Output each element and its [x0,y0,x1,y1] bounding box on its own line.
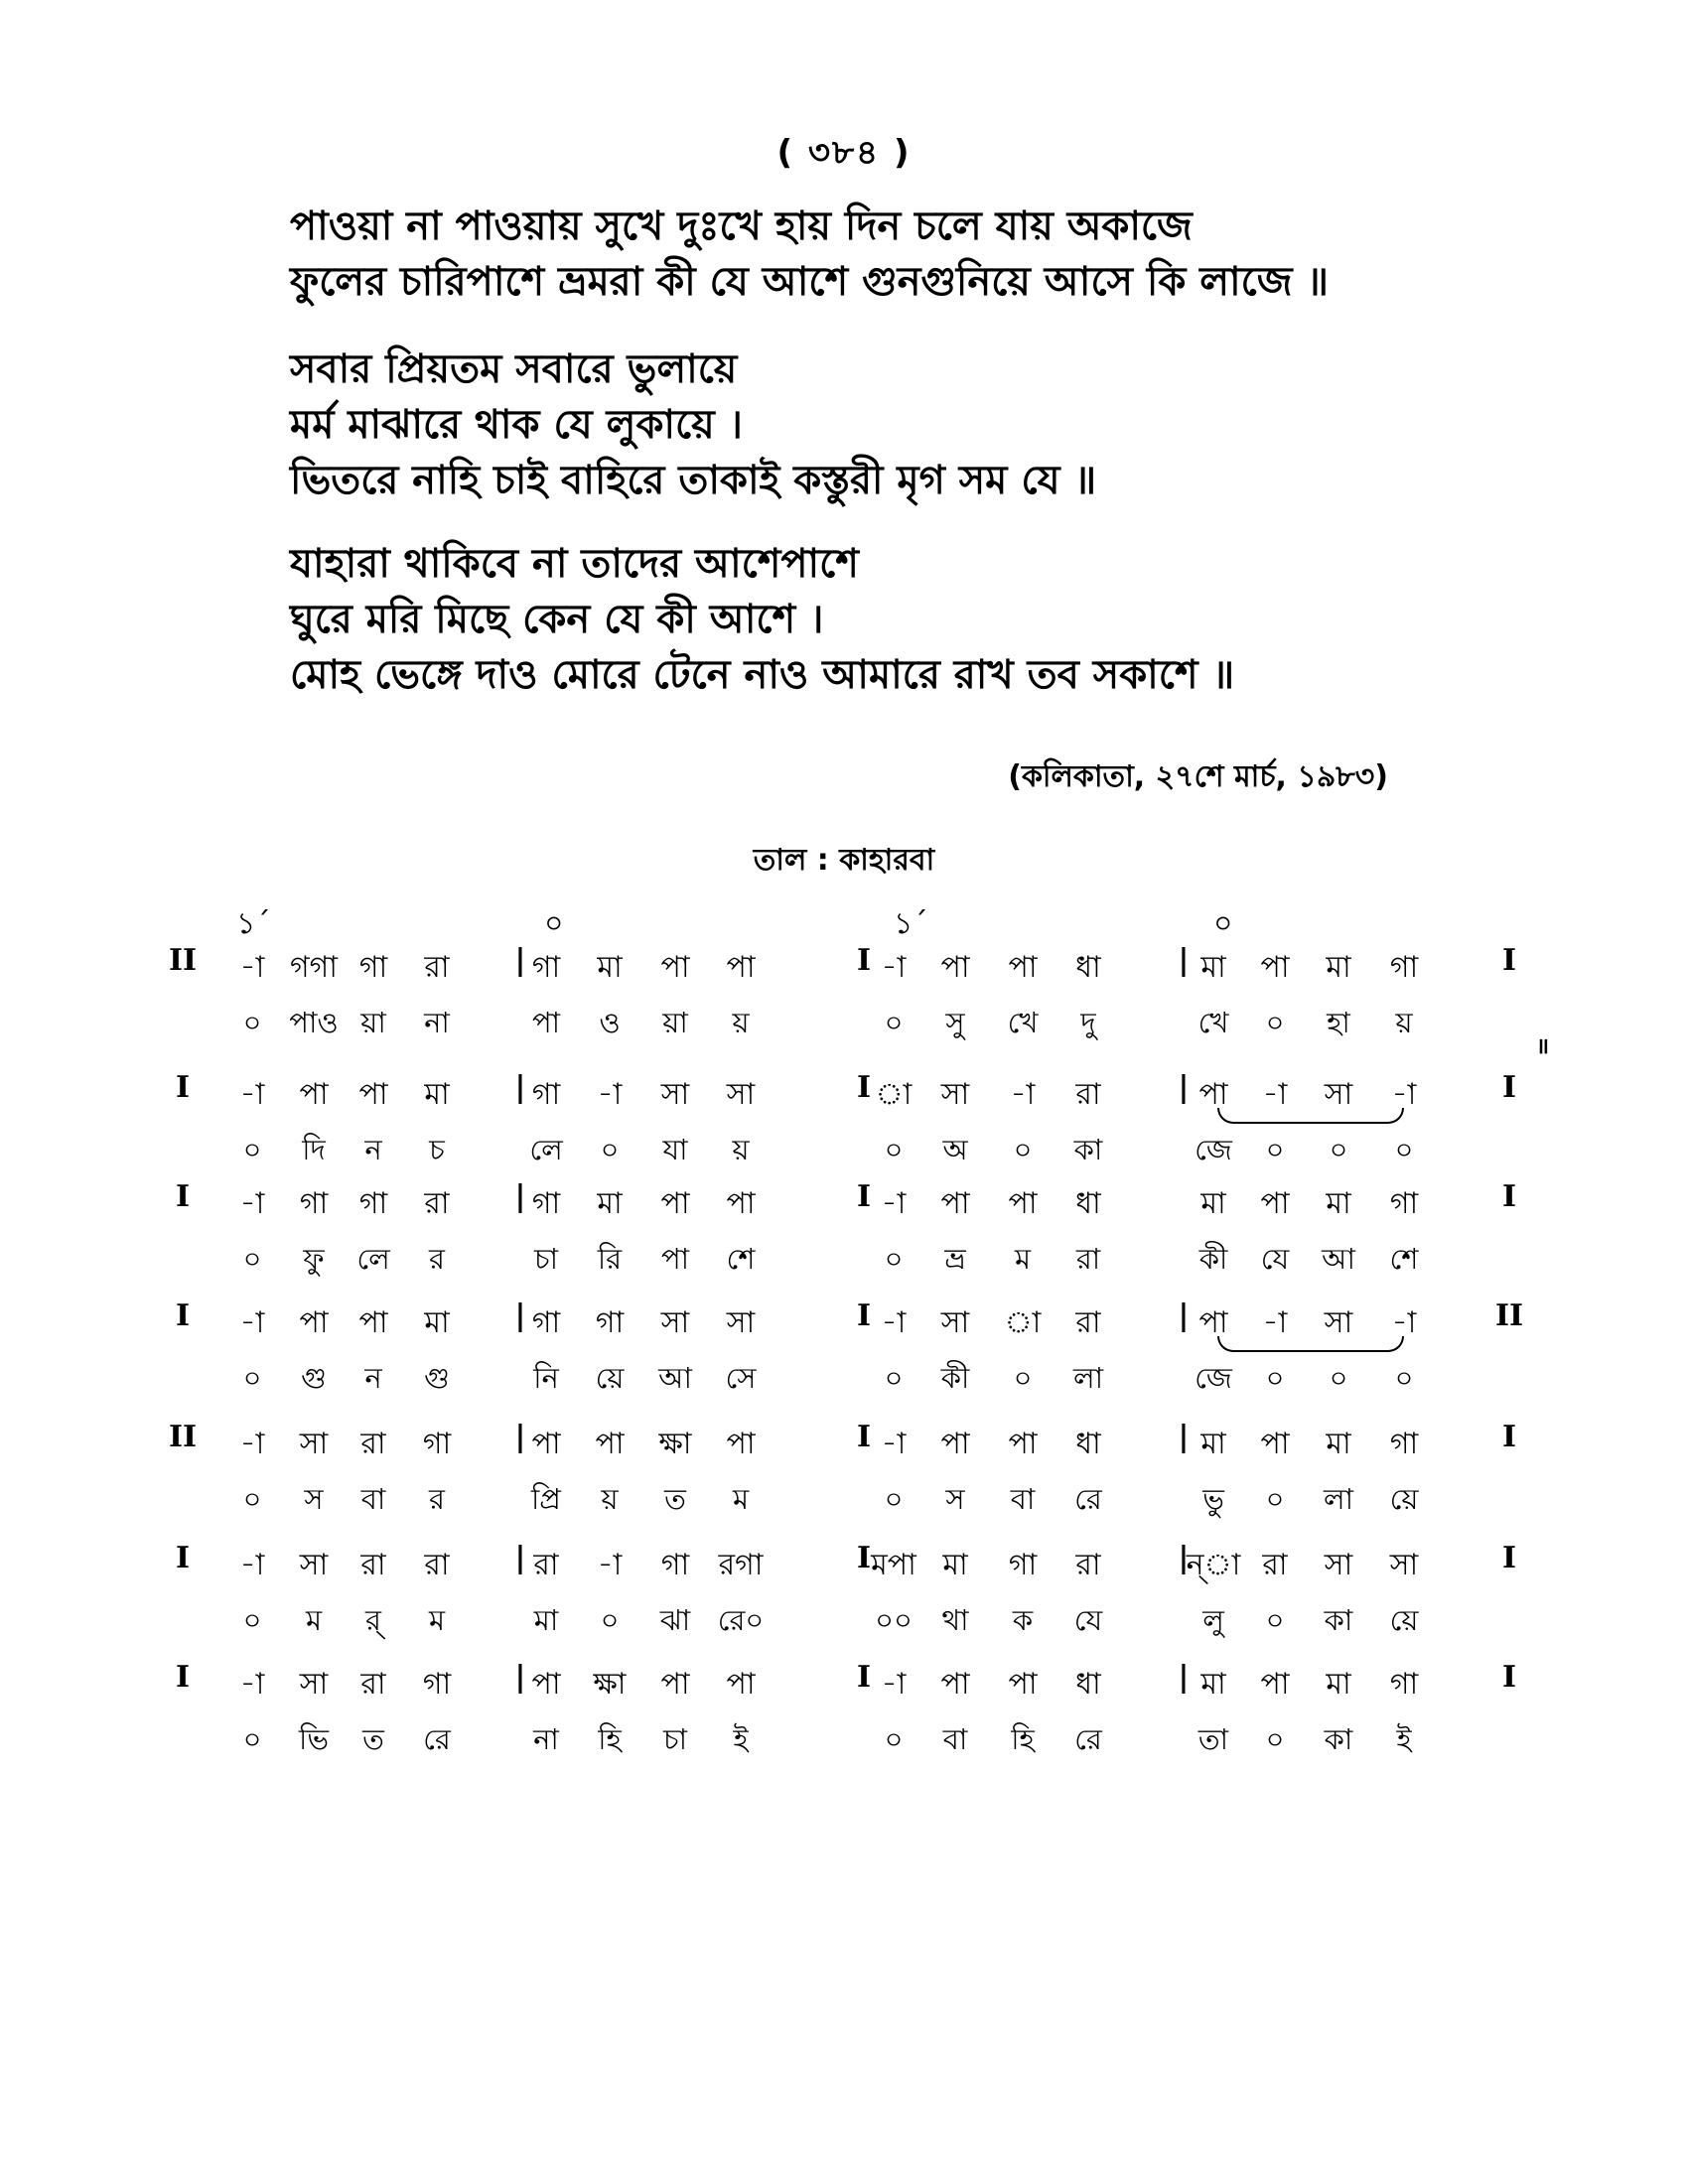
swara-note: পা [940,1667,970,1702]
swara-note: মা [942,1548,968,1582]
swara-note: মা [597,1186,623,1221]
swara-note: সা [726,1305,756,1340]
lyric-syllable-row [0,1598,1688,1642]
lyric-syllable-row [0,1477,1688,1521]
swara-note: রা [1075,1305,1101,1340]
barline: I [856,1070,872,1105]
lyric-syllable: রা [1075,1242,1101,1276]
lyric-syllable: স [304,1482,324,1516]
lyric-syllable: ক [1012,1603,1034,1637]
lyric-syllable: ০ [600,1603,620,1637]
lyric-syllable: ত [664,1482,686,1516]
swara-note: -া [1391,1077,1417,1112]
lyric-syllable: শে [726,1242,756,1276]
lyric-syllable: ০ [242,1242,262,1276]
swara-note: সা [726,1077,756,1112]
swara-note: মা [1326,1427,1351,1461]
swara-note: পা [1260,1427,1290,1461]
lyric-syllable: ভ্র [944,1242,966,1276]
lyric-syllable: ০ [1329,1361,1348,1395]
lyric-syllable: ০ [1265,1133,1285,1166]
lyric-syllable: ০ [1265,1361,1285,1395]
lyric-syllable: ০ [242,1006,262,1039]
barline: I [856,1298,872,1333]
lyric-syllable: ০ [884,1006,904,1039]
swara-note: গা [1389,1667,1419,1702]
barline: | [514,1420,526,1454]
swara-note: মা [1326,1667,1351,1702]
swara-note: ক্ষা [658,1427,692,1461]
swara-note: সা [1324,1305,1353,1340]
lyric-syllable: বা [1010,1482,1036,1516]
start-barline: II [168,1420,198,1454]
lyric-line: সবার প্রিয়তম সবারে ভুলায়ে [290,346,738,392]
lyric-syllable: ০ [1394,1361,1414,1395]
barline: I [856,1420,872,1454]
swara-note: ক্ষা [593,1667,627,1702]
barline: | [514,943,526,978]
swara-note: পা [726,1186,756,1221]
lyric-syllable: ০ [242,1361,262,1395]
swara-note: পা [358,1077,388,1112]
swara-note: -া [881,950,907,985]
swara-note: পা [940,1427,970,1461]
lyric-syllable: ০ [242,1133,262,1166]
swara-note: গা [1389,1427,1419,1461]
start-barline: I [175,1541,191,1575]
lyric-syllable: ০ [242,1722,262,1756]
swara-note: -া [239,1667,265,1702]
swara-note: -া [1391,1305,1417,1340]
swara-note: রগা [718,1548,764,1582]
lyric-syllable: কা [1324,1722,1353,1756]
page-number: ( ৩৮৪ ) [776,133,912,173]
swara-note: সা [940,1077,970,1112]
lyric-syllable: ম [732,1482,750,1516]
swara-note: রা [360,1427,386,1461]
lyric-syllable: ০ [1329,1133,1348,1166]
lyric-syllable: ০ [884,1133,904,1166]
stanza-1 [290,199,1329,310]
lyric-syllable: যে [1260,1242,1290,1276]
swara-note: পা [299,1077,329,1112]
swara-note: -া [881,1186,907,1221]
lyric-syllable: যে [1073,1603,1103,1637]
swara-note: পা [1008,1427,1038,1461]
end-barline: I [1501,1179,1517,1214]
beat-marker: ১´ [894,906,928,941]
lyric-syllable: না [424,1006,450,1039]
lyric-syllable: ম [305,1603,323,1637]
swara-note: সা [940,1305,970,1340]
swara-note: ধা [1075,950,1101,985]
lyric-syllable: রে [1074,1722,1102,1756]
lyric-syllable: য়ে [595,1361,625,1395]
swara-note: -া [239,950,265,985]
lyric-syllable: কী [1198,1242,1228,1276]
swara-note: ন্া [1186,1548,1241,1582]
barline: I [856,1541,872,1575]
lyric-syllable: ০ [884,1722,904,1756]
lyric-syllable: স [945,1482,965,1516]
start-barline: II [168,943,198,978]
lyric-line: ভিতরে নাহি চাই বাহিরে তাকাই কস্তুরী মৃগ সম যে ॥ [290,458,1097,503]
lyric-syllable: য় [732,1006,750,1039]
barline: I [856,943,872,978]
swara-note: সা [1389,1548,1419,1582]
lyric-syllable: রে [1074,1482,1102,1516]
lyric-syllable: সু [945,1006,965,1039]
swara-note: মা [1200,950,1226,985]
lyric-syllable: পা [531,1006,561,1039]
end-barline: I [1501,1420,1517,1454]
lyric-syllable: যা [662,1133,688,1166]
swara-note: সা [660,1077,690,1112]
lyric-syllable: গু [424,1361,450,1395]
swara-note: রা [533,1548,559,1582]
swara-note: পা [1008,1667,1038,1702]
lyric-syllable: না [533,1722,559,1756]
swara-note: মা [1200,1667,1226,1702]
swara-note: -া [239,1548,265,1582]
lyric-syllable: ফু [303,1242,325,1276]
swara-row [0,1660,1688,1704]
swara-note: মা [1200,1427,1226,1461]
swara-note: পা [726,1427,756,1461]
swara-row [0,1034,1688,1114]
lyric-syllable: হা [1327,1006,1350,1039]
swara-note: গা [358,950,388,985]
swara-row [0,1298,1688,1342]
lyric-syllable: ০ [1013,1133,1033,1166]
lyric-syllable-row [0,1237,1688,1281]
swara-note: গা [660,1548,690,1582]
swara-note: পা [358,1305,388,1340]
start-barline: I [175,1298,191,1333]
swara-note: সা [1324,1548,1353,1582]
lyric-syllable: অ [942,1133,968,1166]
swara-note: পা [1260,950,1290,985]
swara-note: -া [239,1427,265,1461]
swara-note: পা [940,950,970,985]
lyric-syllable: ম [1014,1242,1032,1276]
lyric-syllable: দু [1080,1006,1096,1039]
swara-note: সা [299,1548,329,1582]
dateline: (কলিকাতা, ২৭শে মার্চ, ১৯৮৩) [1008,759,1388,794]
lyric-syllable: ই [1396,1722,1412,1756]
swara-row [0,1541,1688,1584]
lyric-syllable: ন [364,1133,382,1166]
swara-note: পা [660,1667,690,1702]
swara-note: পা [1008,1186,1038,1221]
lyric-line: যাহারা থাকিবে না তাদের আশেপাশে [290,541,859,587]
lyric-syllable: ও [599,1006,621,1039]
lyric-syllable: চা [533,1242,559,1276]
swara-note: সা [299,1667,329,1702]
swara-note: -া [1262,1077,1288,1112]
swara-note: পা [531,1427,561,1461]
swara-note: রা [360,1548,386,1582]
lyric-syllable: দি [302,1133,326,1166]
end-barline: I [1501,1070,1517,1105]
lyric-syllable: প্রি [531,1482,561,1516]
start-barline: I [175,1179,191,1214]
swara-note: রা [424,950,450,985]
beat-marker: ১´ [236,906,271,941]
lyric-syllable: য় [732,1133,750,1166]
lyric-syllable: ০ [1013,1361,1033,1395]
lyric-syllable: ০ [884,1482,904,1516]
end-barline: I [1501,1541,1517,1575]
barline: | [514,1541,526,1575]
lyric-syllable: র্ [365,1603,381,1637]
lyric-syllable: আ [1322,1242,1355,1276]
swara-note: সা [660,1305,690,1340]
lyric-syllable: চ [429,1133,445,1166]
lyric-syllable: ত [362,1722,384,1756]
lyric-syllable: কা [1073,1133,1103,1166]
swara-note: পা [299,1305,329,1340]
swara-note: -া [881,1305,907,1340]
lyric-syllable: বা [942,1722,968,1756]
lyric-syllable: রে০ [717,1603,765,1637]
swara-note: া [1004,1305,1042,1340]
lyric-syllable: ০ [1265,1006,1285,1039]
swara-note: গা [422,1427,452,1461]
swara-note: গা [531,1186,561,1221]
swara-note: পা [1198,1077,1228,1112]
lyric-line: মর্ম মাঝারে থাক যে লুকায়ে । [290,402,743,448]
swara-note: -া [239,1077,265,1112]
swara-note: গা [1389,950,1419,985]
swara-note: -া [1010,1077,1036,1112]
barline: | [1178,1541,1190,1575]
swara-note: গা [531,1305,561,1340]
barline: | [514,1298,526,1333]
swara-note: গা [531,950,561,985]
swara-note: গা [531,1077,561,1112]
barline: | [514,1070,526,1105]
swara-note: রা [1262,1548,1288,1582]
lyric-syllable: ০ [884,1242,904,1276]
swara-note: গগা [289,950,339,985]
lyric-syllable: লে [529,1133,563,1166]
swara-note: গা [1389,1186,1419,1221]
lyric-syllable-row [0,1001,1688,1044]
lyric-syllable: য়া [360,1006,386,1039]
lyric-syllable: তা [1197,1722,1229,1756]
lyric-syllable: ০ [884,1361,904,1395]
lyric-syllable-row [0,1717,1688,1761]
swara-note: পা [531,1667,561,1702]
lyric-syllable: গু [301,1361,327,1395]
lyric-line: পাওয়া না পাওয়ায় সুখে দুঃখে হায় দিন চলে যায় অকাজে [290,204,1193,249]
lyric-syllable: লে [356,1242,390,1276]
end-barline: I [1501,1660,1517,1695]
lyric-syllable: ০ [1265,1722,1285,1756]
lyric-syllable: কী [940,1361,970,1395]
swara-note: া [875,1077,913,1112]
beat-marker: ০ [544,906,564,941]
lyric-syllable: শে [1389,1242,1419,1276]
lyric-syllable: ঝা [659,1603,691,1637]
swara-note: রা [1075,1077,1101,1112]
lyric-syllable: আ [658,1361,692,1395]
meend-slur [1217,1108,1404,1124]
swara-note: রা [1075,1548,1101,1582]
lyric-syllable-row [0,1356,1688,1400]
lyric-syllable: র [429,1482,445,1516]
lyric-syllable: ০০ [875,1603,913,1637]
beat-markers [0,899,1688,941]
swara-row [0,1420,1688,1463]
section-end-mark: ॥ [1535,1034,1549,1059]
lyric-line: ঘুরে মরি মিছে কেন যে কী আশে । [290,597,824,642]
swara-note: -া [1262,1305,1288,1340]
lyric-syllable: ০ [1394,1133,1414,1166]
swara-note: গা [595,1305,625,1340]
lyric-syllable: কা [1324,1603,1353,1637]
swara-row [0,1179,1688,1223]
swara-note: -া [597,1548,623,1582]
beat-marker: ০ [1213,906,1233,941]
swara-note: পা [595,1427,625,1461]
lyric-syllable: র [429,1242,445,1276]
swara-note: গা [1008,1548,1038,1582]
swara-note: গা [299,1186,329,1221]
swara-note: পা [1198,1305,1228,1340]
lyric-syllable: থা [941,1603,969,1637]
lyric-syllable: রি [597,1242,623,1276]
swara-note: মা [424,1077,450,1112]
lyric-syllable: ০ [242,1603,262,1637]
swara-note: পা [726,950,756,985]
lyric-syllable: হি [1011,1722,1035,1756]
swara-note: পা [1260,1186,1290,1221]
swara-row [0,943,1688,987]
lyric-syllable: নি [533,1361,559,1395]
lyric-syllable: জে [1195,1361,1232,1395]
stanza-3 [290,536,1234,703]
end-barline: II [1494,1298,1524,1333]
swara-note: মপা [871,1548,916,1582]
meend-slur [1217,1336,1404,1352]
lyric-syllable: লা [1072,1361,1104,1395]
lyric-syllable: ০ [1265,1603,1285,1637]
barline: | [514,1660,526,1695]
lyric-syllable: য়া [662,1006,688,1039]
barline: | [1178,943,1190,978]
swara-note: রা [424,1186,450,1221]
lyric-syllable: ম [428,1603,446,1637]
lyric-syllable: য়ে [1389,1603,1419,1637]
barline: | [1178,1420,1190,1454]
barline: | [1178,1660,1190,1695]
barline: | [1178,1298,1190,1333]
swara-note: -া [597,1077,623,1112]
swara-note: পা [940,1186,970,1221]
swara-note: ধা [1075,1667,1101,1702]
swara-note: মা [1326,1186,1351,1221]
swara-note: পা [726,1667,756,1702]
swara-note: সা [1324,1077,1353,1112]
lyric-syllable: লা [1323,1482,1354,1516]
start-barline: I [175,1070,191,1105]
swara-note: পা [660,1186,690,1221]
lyric-syllable: য় [601,1482,619,1516]
start-barline: I [175,1660,191,1695]
lyric-syllable: রে [423,1722,451,1756]
lyric-syllable: খে [1197,1006,1229,1039]
swara-note: সা [299,1427,329,1461]
lyric-syllable: সে [725,1361,757,1395]
swara-note: রা [424,1548,450,1582]
lyric-line: মোহ ভেঙ্গে দাও মোরে টেনে নাও আমারে রাখ তব সকাশে ॥ [290,652,1235,698]
swara-note: গা [422,1667,452,1702]
stanza-2 [290,341,1096,508]
lyric-syllable: ০ [242,1482,262,1516]
lyric-syllable: ন [364,1361,382,1395]
lyric-syllable: ০ [1265,1482,1285,1516]
swara-note: মা [424,1305,450,1340]
lyric-syllable: চা [662,1722,688,1756]
lyric-syllable: ই [733,1722,749,1756]
lyric-syllable: ভি [299,1722,329,1756]
lyric-syllable: পা [660,1242,690,1276]
lyric-syllable-row [0,1128,1688,1171]
lyric-syllable: মা [533,1603,559,1637]
barline: I [856,1179,872,1214]
swara-note: -া [881,1427,907,1461]
barline: I [856,1660,872,1695]
swara-note: পা [660,950,690,985]
swara-note: মা [597,950,623,985]
swara-note: -া [239,1305,265,1340]
swara-note: পা [1008,950,1038,985]
lyric-syllable: য় [1395,1006,1413,1039]
lyric-syllable: য়ে [1389,1482,1419,1516]
swara-note: মা [1326,950,1351,985]
tala-title: তাল : কাহারবা [753,843,935,878]
swara-note: গা [358,1186,388,1221]
lyric-syllable: বা [360,1482,386,1516]
swara-note: পা [1260,1667,1290,1702]
lyric-line: ফুলের চারিপাশে ভ্রমরা কী যে আশে গুনগুনিয়ে আসে কি লাজে ॥ [290,259,1330,305]
swara-note: -া [881,1667,907,1702]
lyric-syllable: লু [1202,1603,1224,1637]
lyric-syllable: খে [1007,1006,1039,1039]
swara-note: -া [239,1186,265,1221]
lyric-syllable: ভু [1202,1482,1224,1516]
barline: | [1178,1070,1190,1105]
swara-note: ধা [1075,1186,1101,1221]
lyric-syllable: হি [598,1722,622,1756]
lyric-syllable: জে [1195,1133,1232,1166]
swara-note: ধা [1075,1427,1101,1461]
lyric-syllable: ০ [600,1133,620,1166]
end-barline: I [1501,943,1517,978]
swara-note: মা [1200,1186,1226,1221]
swara-note: রা [360,1667,386,1702]
lyric-syllable: পাও [289,1006,339,1039]
barline: | [514,1179,526,1214]
